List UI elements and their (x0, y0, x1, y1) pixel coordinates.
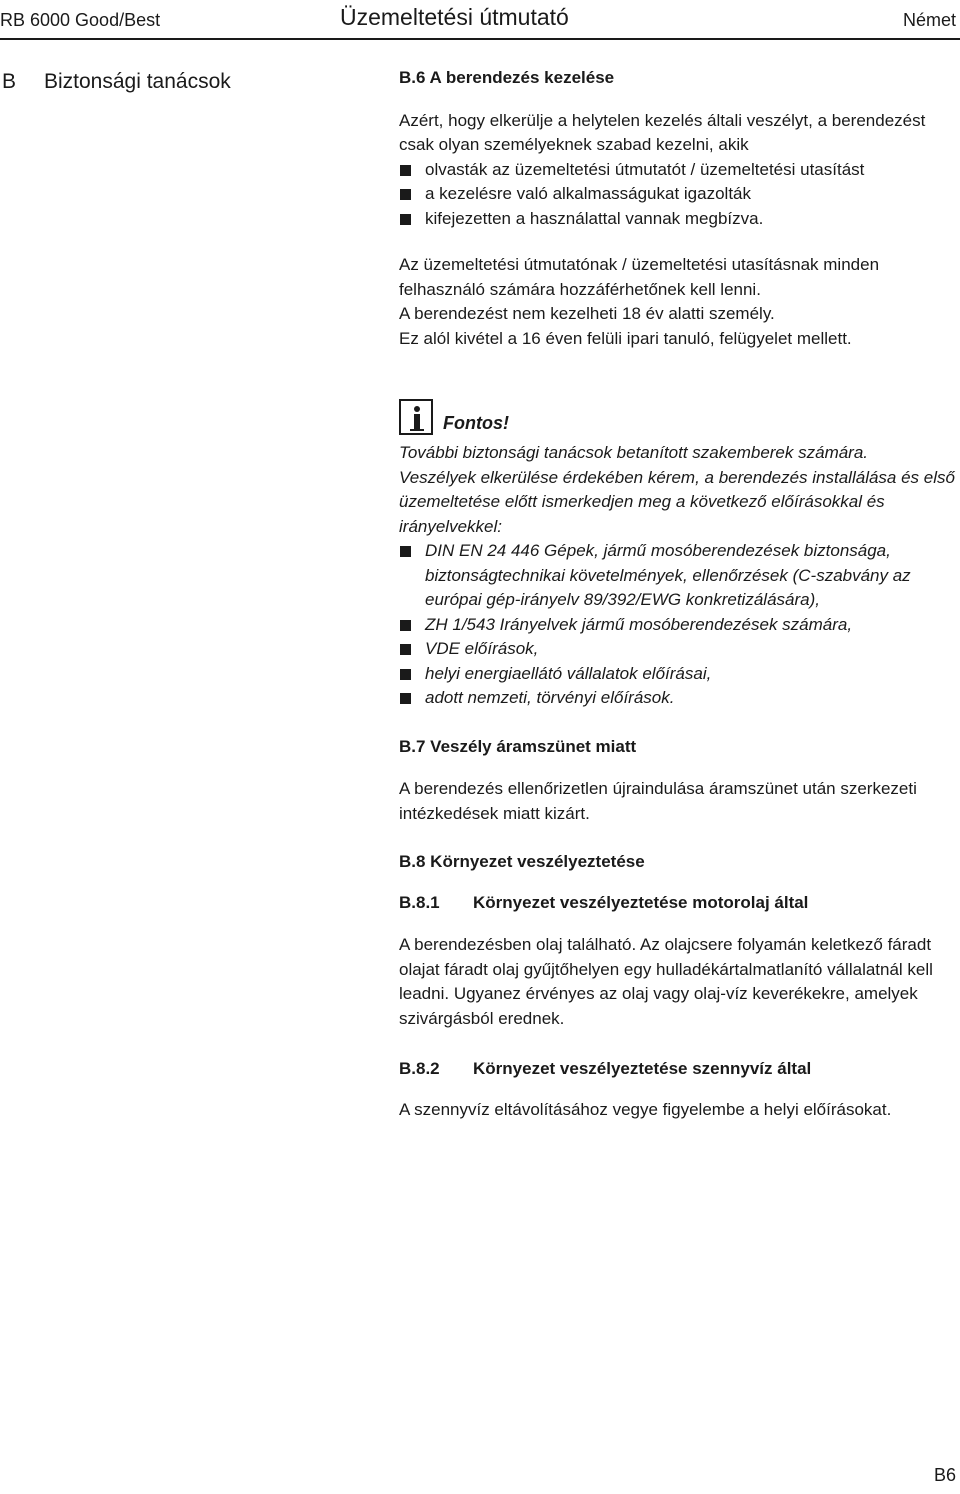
section-b8-1-number: B.8.1 (399, 892, 440, 912)
section-b8-2-text: A szennyvíz eltávolításához vegye figyelembe a helyi előírásokat. (399, 1099, 892, 1119)
section-b6-notes (399, 253, 959, 351)
section-b8-1-title: Környezet veszélyeztetése motorolaj által (473, 892, 809, 912)
section-b8-1-text: A berendezésben olaj található. Az olajcsere folyamán keletkező fáradt olajat fáradt olaj gyűjtőhelyen egy hulladékártalmatlanító vállalatnál kell leadni. Ugyanez érvényes az olaj vagy olaj-víz keverékekre, amelyek szivárgásból erednek. (399, 935, 933, 1028)
info-icon (399, 399, 433, 435)
list-item: a kezelésre való alkalmasságukat igazolták (399, 182, 959, 207)
list-item: DIN EN 24 446 Gépek, jármű mosóberendezések biztonsága, biztonságtechnikai követelmények, ellenőrzések (C-szabvány az európai gép-irányelv 89/392/EWG konkretizálására), (399, 539, 959, 613)
header-rule (0, 38, 960, 40)
section-b8-title: B.8 Környezet veszélyeztetése (399, 852, 645, 871)
header-doc-title: Üzemeltetési útmutató (340, 4, 569, 30)
chapter-title: Biztonsági tanácsok (44, 70, 231, 93)
section-b6-para3: A berendezést nem kezelheti 18 év alatti személy. (399, 304, 775, 323)
notice-bullet-list (399, 539, 959, 711)
section-b6-title: B.6 A berendezés kezelése (399, 68, 615, 87)
section-b6-para4: Ez alól kivétel a 16 éven felüli ipari tanuló, felügyelet mellett. (399, 328, 852, 348)
notice-para: Veszélyek elkerülése érdekében kérem, a berendezés installálása és első üzemeltetése előtt ismerkedjen meg a következő előírásokkal és irányelvekkel: (399, 467, 955, 536)
header-doc-model: RB 6000 Good/Best (0, 10, 161, 30)
list-item: helyi energiaellátó vállalatok előírásai, (399, 662, 959, 687)
list-item: ZH 1/543 Irányelvek jármű mosóberendezések számára, (399, 613, 959, 638)
section-b8-2-title: Környezet veszélyeztetése szennyvíz által (473, 1059, 812, 1078)
section-b7-title: B.7 Veszély áramszünet miatt (399, 736, 637, 756)
section-b6-bullet-list (399, 158, 959, 232)
section-b6-para2: Az üzemeltetési útmutatónak / üzemeltetési utasításnak minden felhasználó számára hozzáférhetőnek kell lenni. (399, 255, 880, 299)
list-item: kifejezetten a használattal vannak megbízva. (399, 207, 959, 232)
section-b7 (399, 735, 959, 827)
header-language: Német (902, 10, 956, 30)
list-item: adott nemzeti, törvényi előírások. (399, 686, 959, 711)
section-b8-1-heading (399, 891, 959, 916)
main-content (399, 66, 959, 1122)
chapter-letter: B (2, 70, 17, 93)
section-b7-text: A berendezés ellenőrizetlen újraindulása áramszünet után szerkezeti intézkedések miatt kizárt. (399, 779, 917, 823)
section-b8-2-heading (399, 1057, 959, 1082)
list-item: olvasták az üzemeltetési útmutatót / üzemeltetési utasítást (399, 158, 959, 183)
section-b8 (399, 850, 959, 1122)
important-label: Fontos! (443, 412, 509, 433)
important-notice-body (399, 441, 959, 711)
important-notice-header (399, 399, 959, 435)
notice-line1: További biztonsági tanácsok betanított szakemberek számára. (399, 443, 869, 462)
list-item: VDE előírások, (399, 637, 959, 662)
section-b8-2-number: B.8.2 (399, 1059, 440, 1078)
section-b6-intro: Azért, hogy elkerülje a helytelen kezelés általi veszélyt, a berendezést csak olyan személyeknek szabad kezelni, akik (399, 110, 926, 154)
page-number: B6 (933, 1465, 956, 1485)
